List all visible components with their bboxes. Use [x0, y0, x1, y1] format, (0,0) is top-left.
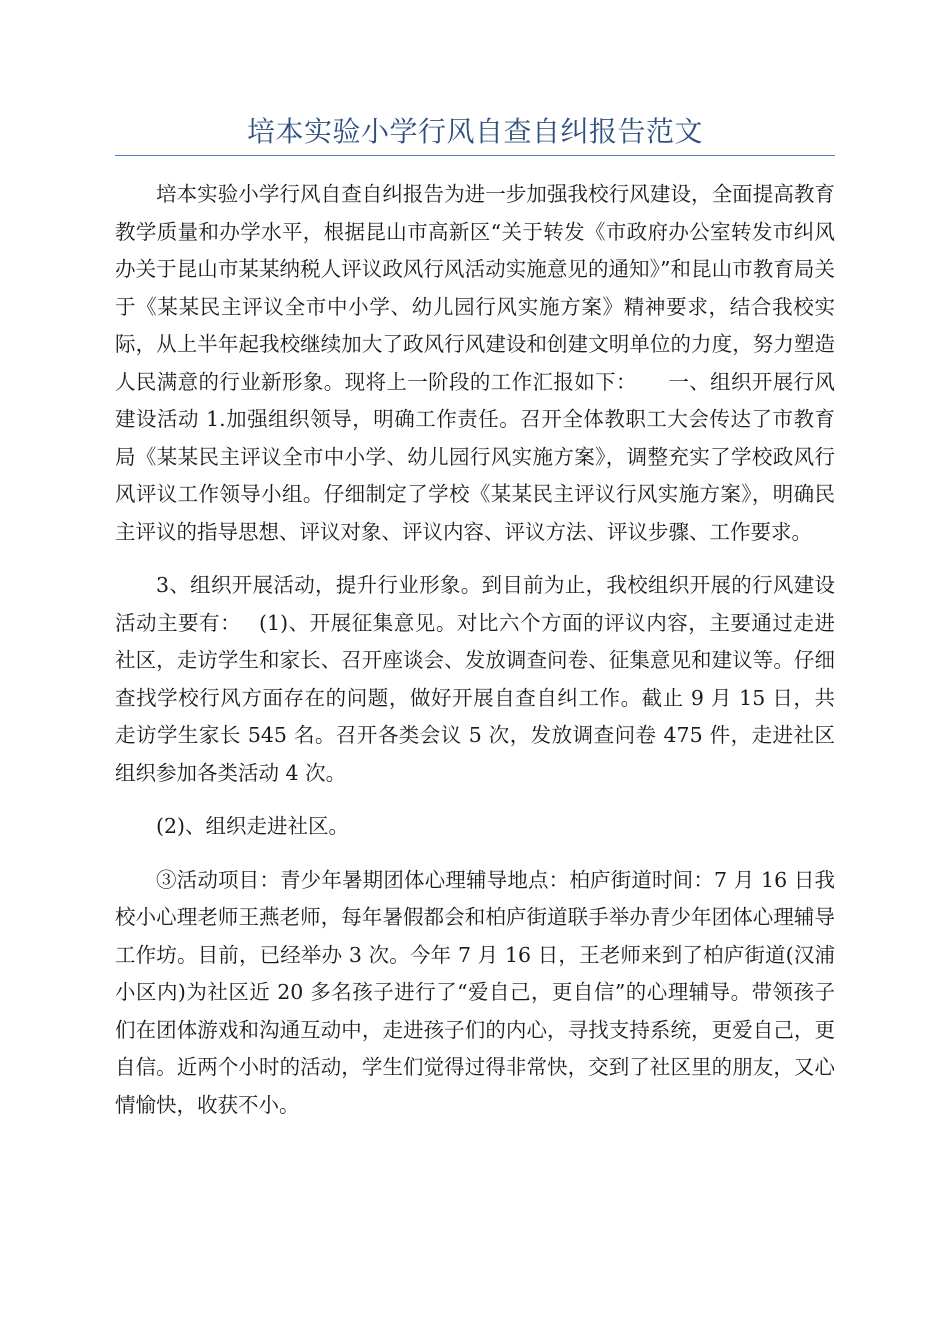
paragraph-activities: 3、组织开展活动，提升行业形象。到目前为止，我校组织开展的行风建设活动主要有： (1)、开展征集意见。对比六个方面的评议内容，主要通过走进社区，走访学生和家长、召开座谈会、发放调查问卷、征集意见和建议等。仔细查找学校行风方面存在的问题，做好开展自查自纠工作。截止 9 月 15 日，共走访学生家长 545 名。召开各类会议 5 次，发放调查问卷 475 件，走进社区组织参加各类活动 4 次。: [115, 573, 835, 785]
paragraph-intro: 培本实验小学行风自查自纠报告为进一步加强我校行风建设，全面提高教育教学质量和办学水平，根据昆山市高新区“关于转发《市政府办公室转发市纠风办关于昆山市某某纳税人评议政风行风活动实施意见的通知》”和昆山市教育局关于《某某民主评议全市中小学、幼儿园行风实施方案》精神要求，结合我校实际，从上半年起我校继续加大了政风行风建设和创建文明单位的力度，努力塑造人民满意的行业新形象。现将上一阶段的工作汇报如下： 一、组织开展行风建设活动 1.加强组织领导，明确工作责任。召开全体教职工大会传达了市教育局《某某民主评议全市中小学、幼儿园行风实施方案》，调整充实了学校政风行风评议工作领导小组。仔细制定了学校《某某民主评议行风实施方案》，明确民主评议的指导思想、评议对象、评议内容、评议方法、评议步骤、工作要求。: [115, 182, 835, 544]
document-body: [115, 176, 835, 1140]
paragraph-community: (2)、组织走进社区。: [156, 814, 350, 838]
title-underline: [115, 155, 835, 156]
document-title: 培本实验小学行风自查自纠报告范文: [246, 115, 703, 148]
paragraph-project: ③活动项目：青少年暑期团体心理辅导地点：柏庐街道时间：7 月 16 日我校小心理老师王燕老师，每年暑假都会和柏庐街道联手举办青少年团体心理辅导工作坊。目前，已经举办 3 次。今年 7 月 16 日，王老师来到了柏庐街道(汉浦小区内)为社区近 20 多名孩子进行了“爱自己，更自信”的心理辅导。带领孩子们在团体游戏和沟通互动中，走进孩子们的内心，寻找支持系统，更爱自己，更自信。近两个小时的活动，学生们觉得过得非常快，交到了社区里的朋友，又心情愉快，收获不小。: [115, 867, 835, 1117]
